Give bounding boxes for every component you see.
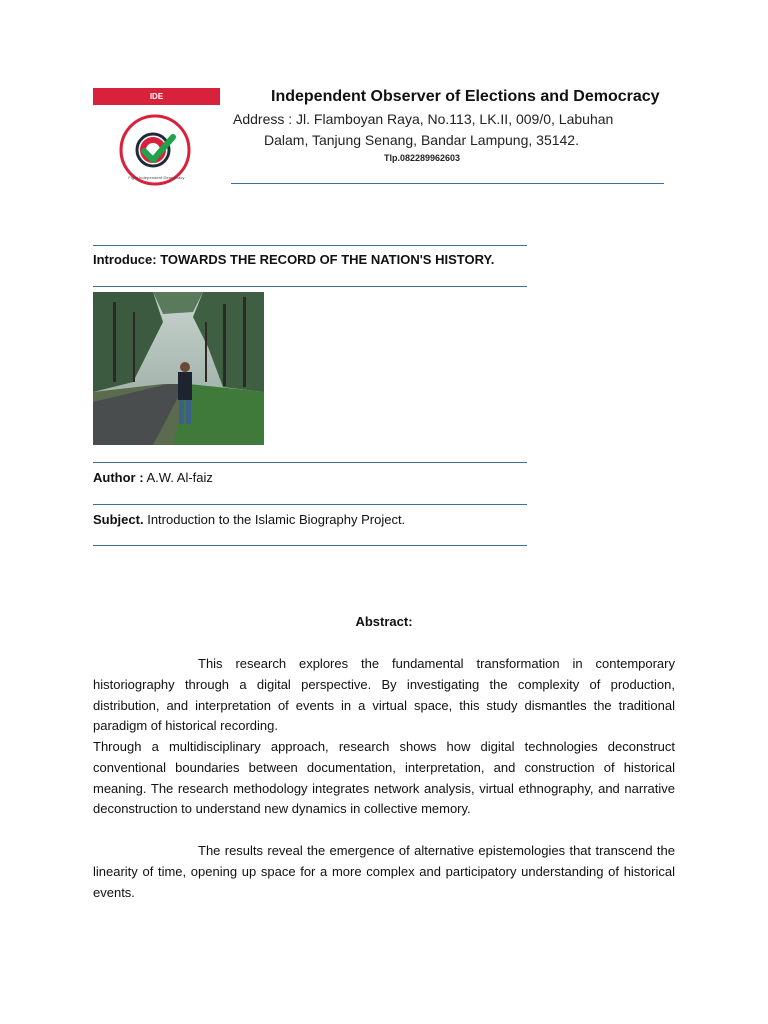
intro-line xyxy=(93,252,494,267)
address-line-2: Dalam, Tanjung Senang, Bandar Lampung, 35142. xyxy=(264,132,579,148)
intro-label: Introduce: xyxy=(93,252,157,267)
author-name: A.W. Al-faiz xyxy=(146,470,213,485)
intro-title: TOWARDS THE RECORD OF THE NATION'S HISTORY. xyxy=(160,252,495,267)
header-divider xyxy=(231,183,664,184)
logo-tagline: Fight Independent Democracy xyxy=(128,175,185,180)
abstract-paragraph-3: The results reveal the emergence of alternative epistemologies that transcend the linearity of time, opening up space for a more complex and participatory understanding of historical events. xyxy=(93,843,675,900)
divider xyxy=(93,504,527,505)
organization-logo xyxy=(93,88,220,186)
abstract-heading: Abstract: xyxy=(355,614,413,629)
subject-label: Subject. xyxy=(93,512,144,527)
phone-number: Tlp.082289962603 xyxy=(384,153,461,163)
address-line-1: Address : Jl. Flamboyan Raya, No.113, LK.II, 009/0, Labuhan xyxy=(233,111,614,127)
abstract-paragraph-2: Through a multidisciplinary approach, research shows how digital technologies deconstruct conventional boundaries between documentation, interpretation, and construction of historical meaning. The research methodology integrates network analysis, virtual ethnography, and narrative deconstruction to understand new dynamics in collective memory. xyxy=(93,739,675,817)
author-label: Author : xyxy=(93,470,144,485)
subject-text: Introduction to the Islamic Biography Project. xyxy=(147,512,406,527)
organization-name: Independent Observer of Elections and Democracy xyxy=(271,88,660,105)
author-line xyxy=(93,470,213,485)
author-photo xyxy=(93,292,264,445)
divider xyxy=(93,245,527,246)
divider xyxy=(93,545,527,546)
logo-badge: IDE xyxy=(93,88,220,105)
subject-line xyxy=(93,512,405,527)
divider xyxy=(93,462,527,463)
divider xyxy=(93,286,527,287)
abstract-paragraph-1: This research explores the fundamental transformation in contemporary historiography through a digital perspective. By investigating the complexity of production, distribution, and interpretation of events in a virtual space, this study dismantles the traditional paradigm of historical recording. xyxy=(93,656,675,734)
